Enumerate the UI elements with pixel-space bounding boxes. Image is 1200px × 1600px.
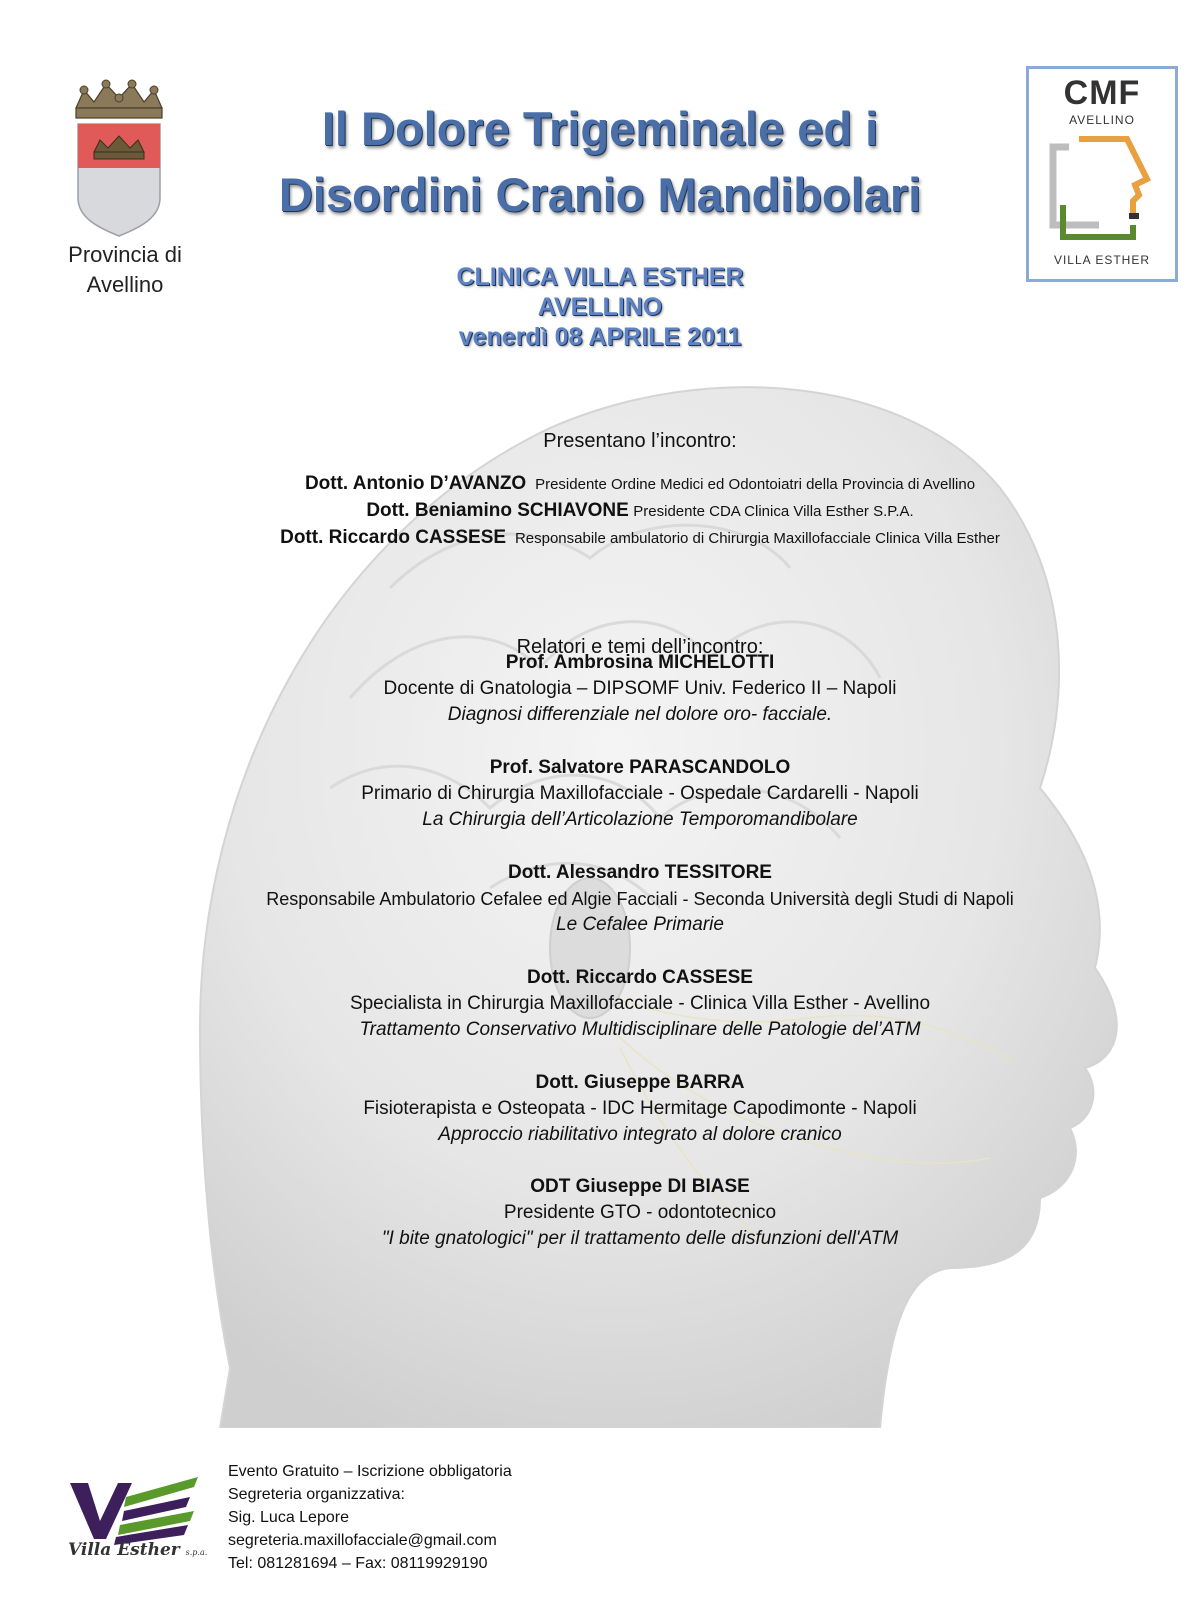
presenter-role: Presidente CDA Clinica Villa Esther S.P.A. [633, 503, 914, 520]
presenter-3 [210, 527, 1070, 549]
presenter-1 [210, 473, 1070, 495]
title-line-2: Disordini Cranio Mandibolari [278, 168, 922, 221]
speaker-role: Primario di Chirurgia Maxillofacciale - Ospedale Cardarelli - Napoli [361, 783, 919, 804]
footer-phone: Tel: 081281694 – Fax: 08119929190 [228, 1555, 488, 1572]
presenter-role: Responsabile ambulatorio di Chirurgia Maxillofacciale Clinica Villa Esther [514, 530, 1000, 547]
footer-line-secretariat: Segreteria organizzativa: [228, 1486, 405, 1503]
speaker-3 [200, 860, 1080, 938]
speaker-2 [200, 755, 1080, 833]
villa-esther-suffix: s.p.a. [185, 1548, 208, 1557]
speaker-6 [200, 1174, 1080, 1252]
presenter-name: Dott. Riccardo CASSESE [280, 527, 507, 548]
venue-date: venerdì 08 APRILE 2011 [458, 323, 742, 351]
footer-info [228, 1460, 512, 1575]
speaker-name: ODT Giuseppe DI BIASE [530, 1176, 750, 1197]
speaker-1 [200, 650, 1080, 728]
venue-block [340, 262, 860, 352]
footer-line-event: Evento Gratuito – Iscrizione obbligatoria [228, 1463, 512, 1480]
venue-line-1: CLINICA VILLA ESTHER [456, 263, 744, 291]
villa-esther-name: Villa Esther [68, 1540, 180, 1560]
speaker-role: Docente di Gnatologia – DIPSOMF Univ. Federico II – Napoli [383, 678, 897, 699]
cmf-logo [1026, 66, 1178, 282]
presenter-name: Dott. Beniamino SCHIAVONE [366, 500, 629, 521]
speaker-role: Presidente GTO - odontotecnico [503, 1202, 777, 1223]
presenter-name: Dott. Antonio D’AVANZO [304, 473, 527, 494]
title-line-1: Il Dolore Trigeminale ed i [321, 102, 879, 155]
provincia-coat-of-arms [64, 78, 174, 238]
speaker-5 [200, 1070, 1080, 1148]
speaker-role: Specialista in Chirurgia Maxillofacciale - Clinica Villa Esther - Avellino [349, 993, 931, 1014]
speaker-4 [200, 965, 1080, 1043]
presenter-role: Presidente Ordine Medici ed Odontoiatri della Provincia di Avellino [535, 476, 976, 493]
province-label [40, 240, 210, 300]
cmf-logo-bottom: VILLA ESTHER [1053, 253, 1151, 267]
cmf-profile-icon [1039, 129, 1165, 249]
speaker-topic: Trattamento Conservativo Multidisciplinare delle Patologie del’ATM [359, 1019, 921, 1040]
province-line-1: Provincia di [68, 242, 182, 267]
speaker-role: Responsabile Ambulatorio Cefalee ed Algie Facciali - Seconda Università degli Studi di Napoli [266, 889, 1014, 909]
cmf-logo-title: CMF [1063, 74, 1141, 112]
footer-line-contact: Sig. Luca Lepore [228, 1509, 349, 1526]
province-line-2: Avellino [86, 272, 164, 297]
speaker-topic: Le Cefalee Primarie [556, 914, 724, 935]
speaker-topic: Diagnosi differenziale nel dolore oro- facciale. [447, 704, 833, 725]
speakers-label: Relatori e temi dell’incontro: [516, 636, 764, 658]
speaker-name: Prof. Salvatore PARASCANDOLO [489, 757, 791, 778]
presenters-label: Presentano l’incontro: [543, 430, 737, 452]
speaker-role: Fisioterapista e Osteopata - IDC Hermitage Capodimonte - Napoli [363, 1098, 917, 1119]
speaker-topic: "I bite gnatologici" per il trattamento delle disfunzioni dell'ATM [381, 1228, 899, 1249]
speaker-topic: La Chirurgia dell’Articolazione Temporomandibolare [422, 809, 858, 830]
speaker-name: Dott. Giuseppe BARRA [535, 1072, 745, 1093]
villa-esther-logo-text [68, 1540, 208, 1560]
footer-email-link[interactable]: segreteria.maxillofacciale@gmail.com [228, 1532, 497, 1549]
event-title [230, 96, 970, 228]
speaker-name: Dott. Alessandro TESSITORE [508, 862, 772, 883]
cmf-logo-subtitle: AVELLINO [1069, 113, 1135, 127]
speaker-name: Prof. Ambrosina MICHELOTTI [505, 652, 775, 673]
presenter-2 [210, 500, 1070, 522]
speaker-name: Dott. Riccardo CASSESE [527, 967, 753, 988]
speaker-topic: Approccio riabilitativo integrato al dolore cranico [438, 1124, 842, 1145]
venue-line-2: AVELLINO [537, 293, 663, 321]
